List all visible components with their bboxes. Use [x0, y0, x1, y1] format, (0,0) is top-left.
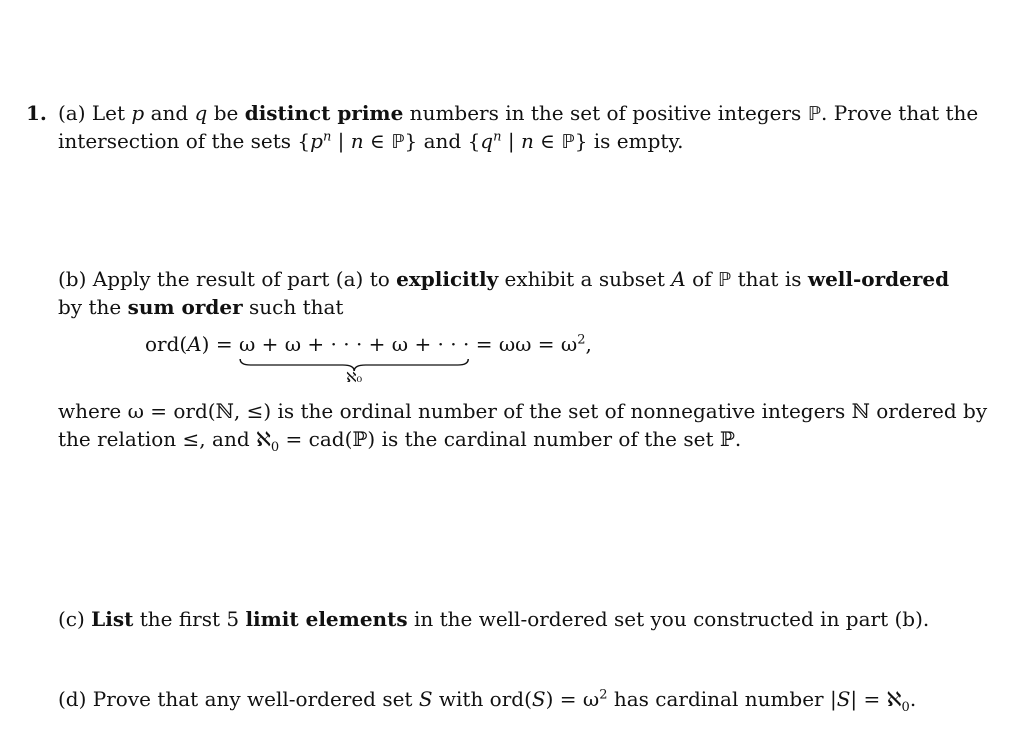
part-d-label: (d)	[58, 687, 87, 711]
part-c-line: (c) List the first 5 limit elements in the well-ordered set you constructed in part (b).	[58, 607, 930, 631]
display-equation: ord(A) = ω + ω + · · · + ω + · · · ℵ₀ = $\omega\omega = \omega^2$,	[145, 332, 592, 386]
part-b-line-3: where ω = ord(ℕ, ≤) is the ordinal number of the set of nonnegative integers ℕ ordered by	[58, 399, 988, 423]
part-d-line: (d) Prove that any well-ordered set S with $ord(S) = \omega^2$ has cardinal number |S| = ℵ$_0$.	[58, 687, 917, 715]
part-a-line-1: (a) Let p and q be distinct prime numbers in the set of positive integers ℙ. Prove that the	[58, 101, 979, 125]
part-b-line-1: (b) Apply the result of part (a) to explicitly exhibit a subset A of ℙ that is well-ordered	[58, 267, 950, 291]
part-b-line-4: the relation ≤, and ℵ$_0$ = cad(ℙ) is the cardinal number of the set ℙ.	[58, 427, 742, 455]
well-ordered-emphasis: well-ordered	[807, 267, 950, 291]
brace-label: ℵ₀	[346, 370, 363, 386]
part-a-line-2: intersection of the sets {$p^n$ | n ∈ ℙ} and {$q^n$ | n ∈ ℙ} is empty.	[58, 129, 684, 153]
sum-order-emphasis: sum order	[127, 295, 243, 319]
question-number: 1.	[26, 101, 47, 125]
distinct-prime-emphasis: distinct prime	[244, 101, 404, 125]
part-b-label: (b)	[58, 267, 87, 291]
limit-elements-emphasis: limit elements	[245, 607, 408, 631]
part-b-line-2: by the sum order such that	[58, 295, 344, 319]
explicitly-emphasis: explicitly	[396, 267, 499, 291]
part-a-label: (a)	[58, 101, 86, 125]
underbraced-sum: ω + ω + · · · + ω + · · · ℵ₀	[238, 332, 470, 386]
list-emphasis: List	[91, 607, 134, 631]
part-c-label: (c)	[58, 607, 85, 631]
